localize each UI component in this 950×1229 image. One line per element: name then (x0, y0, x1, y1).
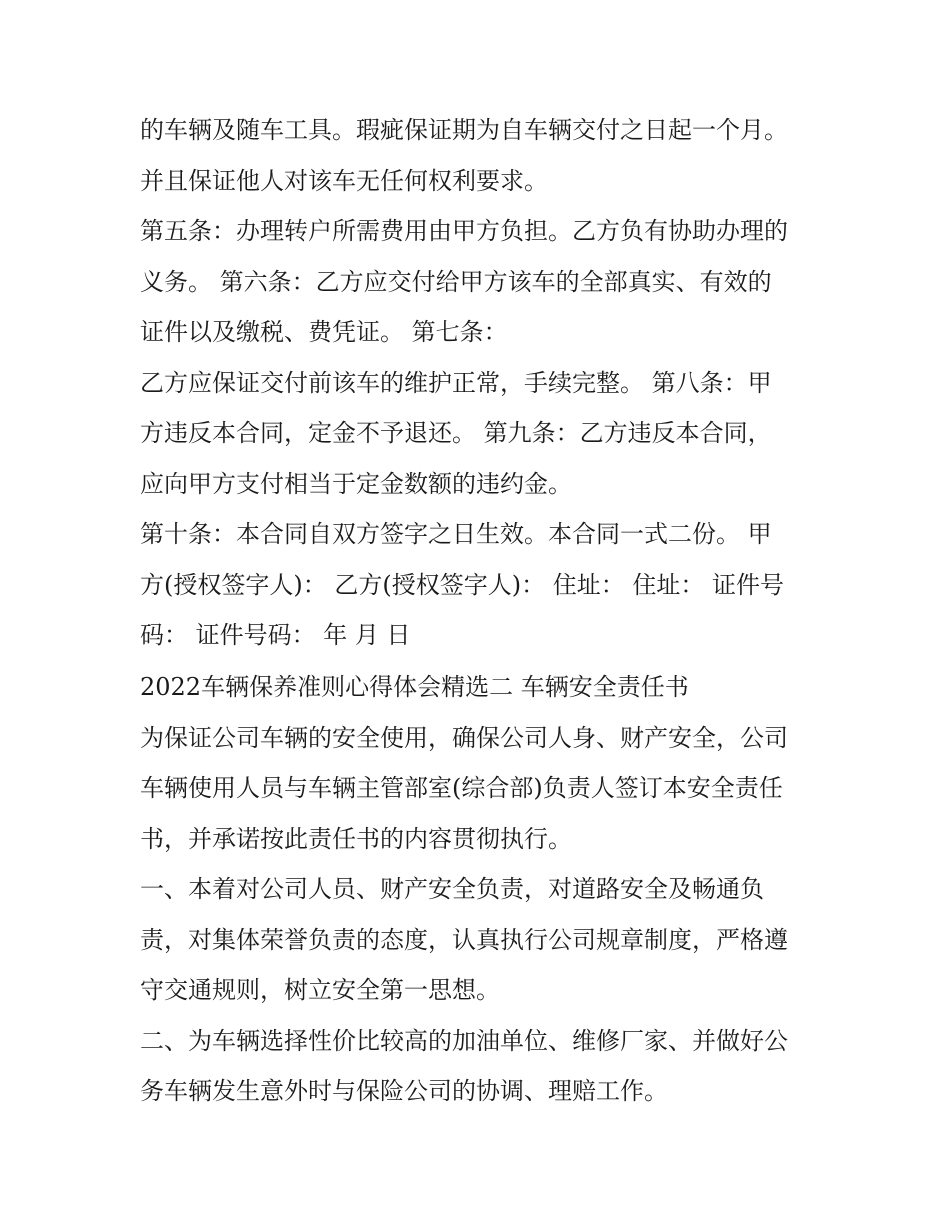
text-line: 守交通规则，树立安全第一思想。 (140, 976, 500, 1004)
text-line: 第五条：办理转户所需费用由甲方负担。乙方负有协助办理的 (140, 217, 788, 245)
text-line: 义务。 第六条：乙方应交付给甲方该车的全部真实、有效的 (140, 267, 772, 296)
text-line: 应向甲方支付相当于定金数额的违约金。 (140, 469, 572, 498)
text-line: 责，对集体荣誉负责的态度，认真执行公司规章制度，严格遵 (140, 925, 788, 954)
text-line: 为保证公司车辆的安全使用，确保公司人身、财产安全，公司 (140, 723, 788, 752)
document-body (140, 105, 830, 1117)
text-line: 方(授权签字人)： 乙方(授权签字人)： 住址： 住址： 证件号 (140, 570, 784, 599)
text-line: 第十条：本合同自双方签字之日生效。本合同一式二份。 甲 (140, 520, 772, 548)
text-line: 码： 证件号码： 年 月 日 (140, 621, 411, 649)
text-line: 车辆使用人员与车辆主管部室(综合部)负责人签订本安全责任 (140, 774, 783, 802)
text-line: 并且保证他人对该车无任何权利要求。 (140, 166, 548, 195)
text-line: 一、本着对公司人员、财产安全负责，对道路安全及畅通负 (140, 875, 764, 903)
text-line: 的车辆及随车工具。瑕疵保证期为自车辆交付之日起一个月。 (140, 116, 788, 144)
text-line: 务车辆发生意外时与保险公司的协调、理赔工作。 (140, 1077, 668, 1105)
text-line: 书，并承诺按此责任书的内容贯彻执行。 (140, 824, 572, 853)
section-heading: 2022车辆保养准则心得体会精选二 车辆安全责任书 (140, 672, 689, 701)
text-line: 证件以及缴税、费凭证。 第七条： (140, 318, 508, 346)
text-line: 乙方应保证交付前该车的维护正常，手续完整。 第八条：甲 (140, 368, 772, 397)
text-line: 方违反本合同，定金不予退还。 第九条：乙方违反本合同， (140, 419, 772, 447)
text-line: 二、为车辆选择性价比较高的加油单位、维修厂家、并做好公 (140, 1026, 788, 1055)
